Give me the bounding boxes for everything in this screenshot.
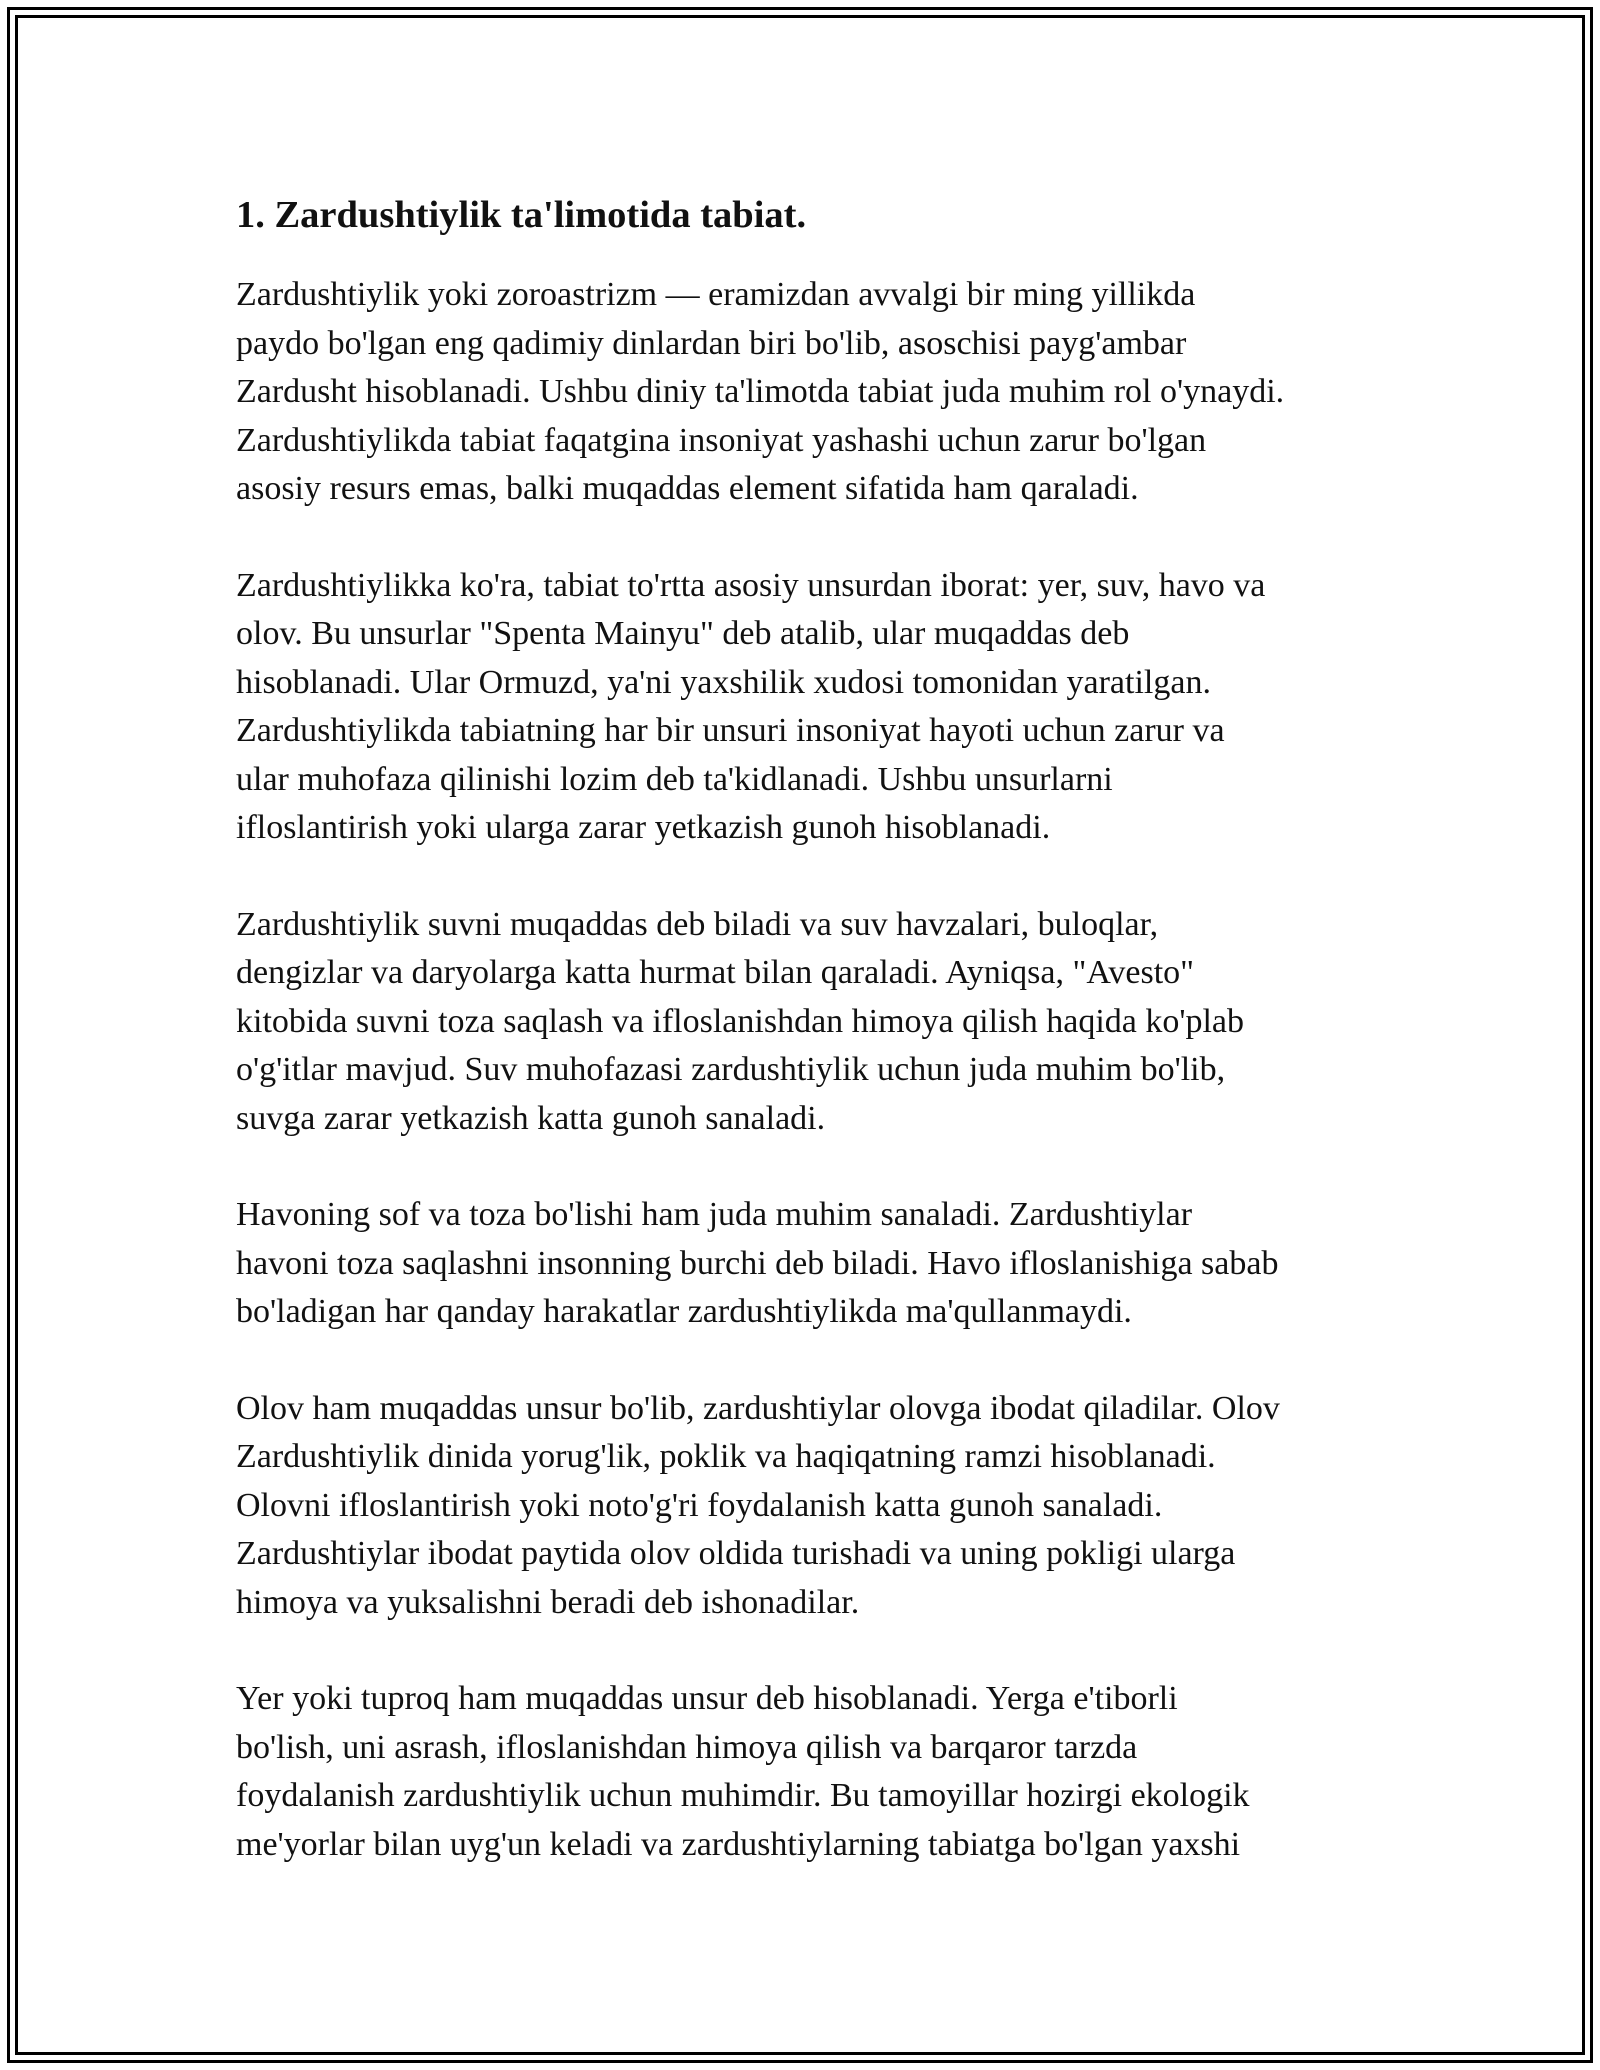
paragraph-earth <box>236 1675 1376 1869</box>
text-line: Olovni ifloslantirish yoki noto'g'ri foydalanish katta gunoh sanaladi. <box>236 1486 1163 1524</box>
text-line: Zardushtiylar ibodat paytida olov oldida turishadi va uning pokligi ularga <box>236 1535 1236 1572</box>
text-line: bo'lish, uni asrash, ifloslanishdan himoya qilish va barqaror tarzda <box>236 1728 1138 1766</box>
text-line: havoni toza saqlashni insonning burchi deb biladi. Havo ifloslanishiga sabab <box>236 1244 1279 1282</box>
text-line: Havoning sof va toza bo'lishi ham juda muhim sanaladi. Zardushtiylar <box>236 1196 1193 1233</box>
text-line: suvga zarar yetkazish katta gunoh sanaladi. <box>236 1099 826 1137</box>
text-line: asosiy resurs emas, balki muqaddas element sifatida ham qaraladi. <box>236 470 1139 507</box>
text-line: Zardushtiylik suvni muqaddas deb biladi va suv havzalari, buloqlar, <box>236 905 1159 943</box>
text-line: ular muhofaza qilinishi lozim deb ta'kidlanadi. Ushbu unsurlarni <box>236 760 1113 798</box>
text-line: Zardushtiylik yoki zoroastrizm — eramizdan avvalgi bir ming yillikda <box>236 276 1196 313</box>
text-line: olov. Bu unsurlar "Spenta Mainyu" deb atalib, ular muqaddas deb <box>236 615 1130 652</box>
text-line: bo'ladigan har qanday harakatlar zardushtiylikda ma'qullanmaydi. <box>236 1293 1132 1330</box>
paragraph-air <box>236 1191 1376 1337</box>
text-line: Zardushtiylikda tabiatning har bir unsuri insoniyat hayoti uchun zarur va <box>236 712 1225 749</box>
text-line: himoya va yuksalishni beradi deb ishonadilar. <box>236 1583 860 1621</box>
text-line: foydalanish zardushtiylik uchun muhimdir. Bu tamoyillar hozirgi ekologik <box>236 1777 1250 1814</box>
text-line: hisoblanadi. Ular Ormuzd, ya'ni yaxshilik xudosi tomonidan yaratilgan. <box>236 663 1211 701</box>
text-line: Yer yoki tuproq ham muqaddas unsur deb hisoblanadi. Yerga e'tiborli <box>236 1680 1178 1717</box>
text-line: Zardusht hisoblanadi. Ushbu diniy ta'limotda tabiat juda muhim rol o'ynaydi. <box>236 373 1285 410</box>
text-line: kitobida suvni toza saqlash va ifloslanishdan himoya qilish haqida ko'plab <box>236 1002 1245 1040</box>
text-line: paydo bo'lgan eng qadimiy dinlardan biri bo'lib, asoschisi payg'ambar <box>236 324 1187 362</box>
section-heading: 1. Zardushtiylik ta'limotida tabiat. <box>236 194 807 236</box>
paragraph-fire <box>236 1385 1376 1628</box>
text-line: dengizlar va daryolarga katta hurmat bilan qaraladi. Ayniqsa, "Avesto" <box>236 954 1195 991</box>
text-line: Olov ham muqaddas unsur bo'lib, zardushtiylar olovga ibodat qiladilar. Olov <box>236 1389 1280 1427</box>
paragraph-elements <box>236 562 1376 853</box>
text-line: Zardushtiylikda tabiat faqatgina insoniyat yashashi uchun zarur bo'lgan <box>236 421 1207 459</box>
text-line: ifloslantirish yoki ularga zarar yetkazish gunoh hisoblanadi. <box>236 809 1051 846</box>
paragraph-water <box>236 901 1376 1144</box>
text-line: Zardushtiylik dinida yorug'lik, poklik va haqiqatning ramzi hisoblanadi. <box>236 1438 1216 1475</box>
paragraph-intro <box>236 271 1376 514</box>
document-body <box>236 185 1376 1917</box>
text-line: Zardushtiylikka ko'ra, tabiat to'rtta asosiy unsurdan iborat: yer, suv, havo va <box>236 566 1266 604</box>
text-line: o'g'itlar mavjud. Suv muhofazasi zardushtiylik uchun juda muhim bo'lib, <box>236 1051 1226 1088</box>
text-line: me'yorlar bilan uyg'un keladi va zardushtiylarning tabiatga bo'lgan yaxshi <box>236 1825 1241 1863</box>
